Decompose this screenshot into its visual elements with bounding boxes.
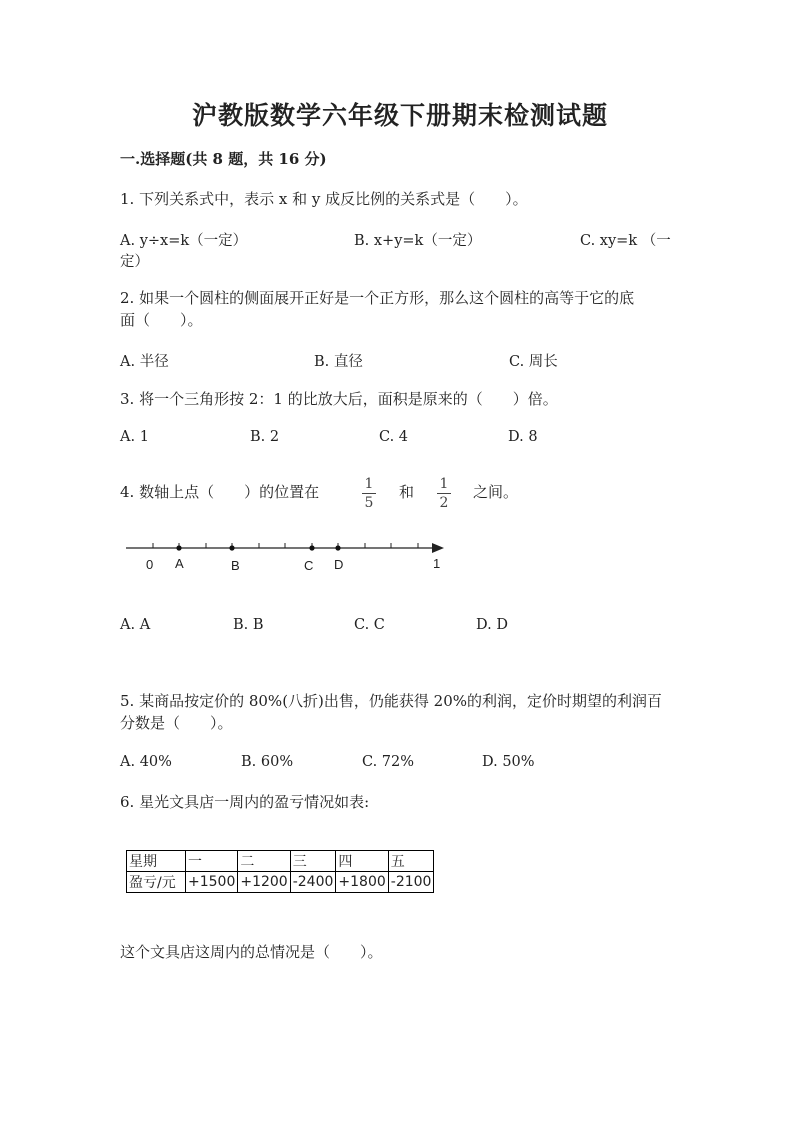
q3-option-d[interactable]: D. 8	[508, 429, 538, 445]
q5-option-b[interactable]: B. 60%	[241, 754, 294, 770]
table-cell: 星期	[127, 851, 186, 872]
q5-option-a[interactable]: A. 40%	[120, 754, 172, 770]
table-cell: 二	[238, 851, 290, 872]
label-zero: 0	[146, 557, 154, 572]
profit-loss-table	[126, 850, 434, 893]
point-a-dot	[176, 545, 181, 550]
q1-option-b[interactable]: B. x+y=k（一定）	[354, 233, 482, 249]
q2-option-c[interactable]: C. 周长	[509, 354, 558, 370]
fraction-2-numerator: 1	[439, 476, 449, 492]
fraction-2-bar	[437, 493, 451, 494]
q2-option-b[interactable]: B. 直径	[314, 354, 363, 370]
table-cell: -2100	[388, 872, 434, 893]
table-header-row	[127, 851, 434, 872]
q3-option-c[interactable]: C. 4	[379, 429, 409, 445]
number-line-arrow	[432, 543, 444, 553]
question-6-follow-up: 这个文具店这周内的总情况是（ ）。	[120, 943, 383, 961]
label-c: C	[304, 558, 314, 573]
q5-option-c[interactable]: C. 72%	[362, 754, 415, 770]
table-cell: -2400	[290, 872, 336, 893]
q4-option-d[interactable]: D. D	[476, 617, 508, 633]
table-cell: +1800	[336, 872, 388, 893]
fraction-one-half	[436, 476, 452, 511]
question-3-text: 3. 将一个三角形按 2：1 的比放大后，面积是原来的（ ）倍。	[120, 390, 558, 408]
table-cell: 三	[290, 851, 336, 872]
table-cell: 四	[336, 851, 388, 872]
fraction-1-numerator: 1	[364, 476, 374, 492]
q4-option-a[interactable]: A. A	[120, 617, 151, 633]
label-b: B	[231, 558, 240, 573]
fraction-1-bar	[362, 493, 376, 494]
fraction-2-denominator: 2	[439, 495, 449, 511]
label-d: D	[334, 557, 344, 572]
number-line-ticks	[153, 543, 418, 548]
fraction-1-denominator: 5	[364, 495, 374, 511]
section-heading: 一.选择题(共 8 题，共 16 分)	[120, 150, 327, 168]
q3-option-b[interactable]: B. 2	[250, 429, 280, 445]
point-c-dot	[309, 545, 314, 550]
question-2-line-2: 面（ ）。	[120, 311, 203, 329]
question-2-line-1: 2. 如果一个圆柱的侧面展开正好是一个正方形，那么这个圆柱的高等于它的底	[120, 289, 635, 307]
question-5-line-2: 分数是（ ）。	[120, 714, 233, 732]
q4-option-c[interactable]: C. C	[354, 617, 385, 633]
label-one: 1	[433, 556, 441, 571]
table-cell: 五	[388, 851, 434, 872]
q1-option-a[interactable]: A. y÷x=k（一定）	[120, 233, 248, 249]
q5-option-d[interactable]: D. 50%	[482, 754, 535, 770]
point-b-dot	[229, 545, 234, 550]
fraction-one-fifth	[361, 476, 377, 511]
table-row	[127, 872, 434, 893]
q1-option-c[interactable]: C. xy=k （一	[580, 233, 671, 249]
question-1-text: 1. 下列关系式中，表示 x 和 y 成反比例的关系式是（ ）。	[120, 190, 528, 208]
question-6-text: 6. 星光文具店一周内的盈亏情况如表:	[120, 793, 370, 811]
table-cell: +1200	[238, 872, 290, 893]
label-a: A	[175, 556, 184, 571]
q3-option-a[interactable]: A. 1	[120, 429, 149, 445]
table-cell: 一	[186, 851, 238, 872]
question-4-and: 和	[399, 483, 415, 501]
table-cell: 盈亏/元	[127, 872, 186, 893]
question-4-post: 之间。	[473, 483, 519, 501]
q2-option-a[interactable]: A. 半径	[120, 354, 169, 370]
point-d-dot	[335, 545, 340, 550]
table-cell: +1500	[186, 872, 238, 893]
number-line	[0, 530, 800, 580]
page-title: 沪教版数学六年级下册期末检测试题	[191, 101, 608, 130]
question-4-text: 4. 数轴上点（ ）的位置在	[120, 483, 320, 501]
q1-option-c-continued: 定）	[120, 254, 149, 270]
q4-option-b[interactable]: B. B	[233, 617, 264, 633]
question-5-line-1: 5. 某商品按定价的 80%(八折)出售，仍能获得 20%的利润，定价时期望的利润百	[120, 692, 663, 710]
